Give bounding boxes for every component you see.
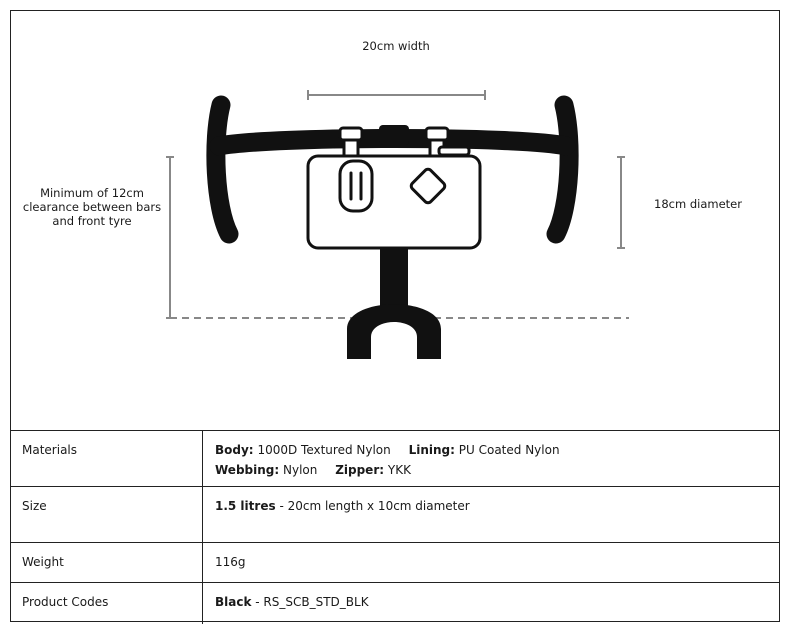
weight-value-cell bbox=[203, 543, 780, 583]
table-row-product-codes bbox=[11, 583, 779, 625]
weight-label: Weight bbox=[22, 555, 64, 569]
bag-body bbox=[308, 156, 480, 248]
size-value-cell bbox=[203, 487, 780, 543]
zipper-key: Zipper: bbox=[335, 463, 385, 477]
diameter-label: 18cm diameter bbox=[654, 197, 742, 211]
weight-label-cell bbox=[11, 543, 203, 583]
table-row-size bbox=[11, 487, 779, 543]
width-label: 20cm width bbox=[362, 39, 430, 53]
clearance-label: Minimum of 12cm clearance between bars and front tyre bbox=[22, 186, 162, 228]
codes-value-cell bbox=[203, 583, 780, 625]
spec-sheet bbox=[10, 10, 780, 622]
webbing-key: Webbing: bbox=[215, 463, 280, 477]
zipper-value: YKK bbox=[387, 463, 411, 477]
code-value: - RS_SCB_STD_BLK bbox=[255, 595, 369, 609]
webbing-value: Nylon bbox=[283, 463, 318, 477]
handlebar-diagram bbox=[11, 11, 779, 431]
body-value: 1000D Textured Nylon bbox=[257, 443, 391, 457]
weight-value: 116g bbox=[215, 555, 246, 569]
diameter-dimension bbox=[617, 157, 625, 248]
size-dimensions: - 20cm length x 10cm diameter bbox=[279, 499, 470, 513]
table-row-weight bbox=[11, 543, 779, 583]
stem bbox=[379, 125, 409, 145]
lining-value: PU Coated Nylon bbox=[458, 443, 560, 457]
spec-table bbox=[11, 430, 779, 624]
lining-key: Lining: bbox=[408, 443, 455, 457]
code-color: Black bbox=[215, 595, 252, 609]
size-label-cell bbox=[11, 487, 203, 543]
clearance-dimension bbox=[166, 157, 174, 318]
materials-label: Materials bbox=[22, 443, 78, 457]
stem-post bbox=[380, 247, 408, 309]
codes-label-cell bbox=[11, 583, 203, 625]
fork-crown bbox=[347, 304, 441, 359]
size-label: Size bbox=[22, 499, 47, 513]
table-row-materials bbox=[11, 431, 779, 487]
size-volume: 1.5 litres bbox=[215, 499, 276, 513]
width-dimension bbox=[308, 90, 485, 100]
body-key: Body: bbox=[215, 443, 254, 457]
materials-value-cell bbox=[203, 431, 780, 487]
materials-label-cell bbox=[11, 431, 203, 487]
codes-label: Product Codes bbox=[22, 595, 109, 609]
